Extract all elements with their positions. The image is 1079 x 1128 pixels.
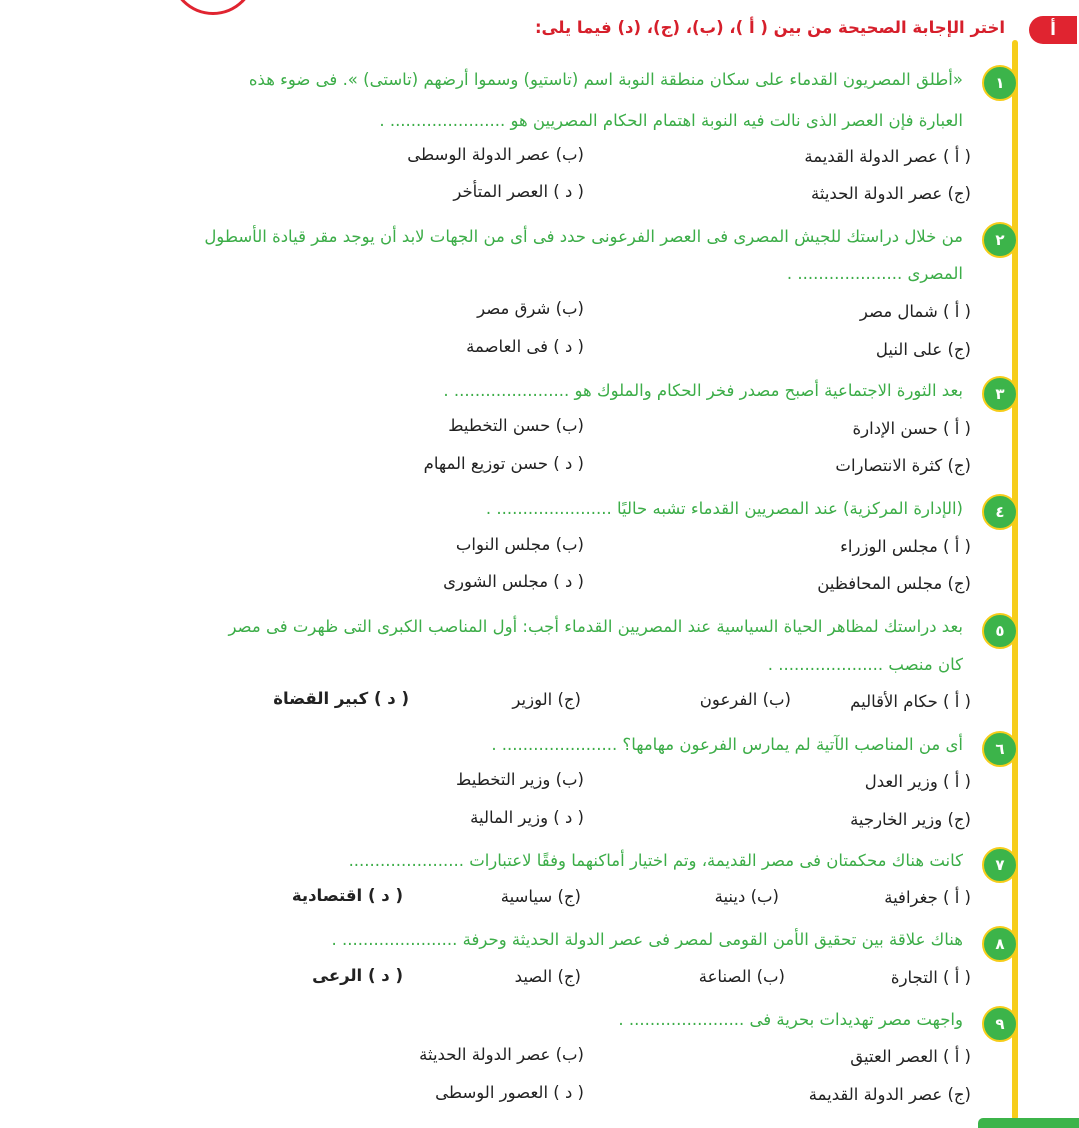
decorative-arc: [170, 0, 256, 15]
footer-bar: [978, 1118, 1079, 1128]
question-number-2: ٢: [982, 222, 1018, 258]
q1-option-b[interactable]: (ب) عصر الدولة الوسطى: [407, 145, 584, 164]
question-number-8: ٨: [982, 926, 1018, 962]
section-badge: أ: [1029, 16, 1077, 44]
question-5-line-2: كان منصب .................... .: [767, 655, 963, 674]
question-4-line-1: (الإدارة المركزية) عند المصريين القدماء تشبه حاليًا ...................... .: [485, 499, 963, 518]
q2-option-d[interactable]: ( د ) فى العاصمة: [466, 337, 584, 356]
question-3-line-1: بعد الثورة الاجتماعية أصبح مصدر فخر الحكام والملوك هو ...................... .: [443, 381, 963, 400]
question-2-line-1: من خلال دراستك للجيش المصرى فى العصر الفرعونى حدد فى أى من الجهات لابد أن يوجد مقر قيادة الأسطول: [204, 227, 963, 246]
q6-option-c[interactable]: (ج) وزير الخارجية: [850, 810, 971, 829]
q9-option-c[interactable]: (ج) عصر الدولة القديمة: [808, 1085, 971, 1104]
q7-option-b[interactable]: (ب) دينية: [714, 887, 779, 906]
q4-option-b[interactable]: (ب) مجلس النواب: [455, 535, 584, 554]
q2-option-c[interactable]: (ج) على النيل: [875, 340, 971, 359]
q7-option-d[interactable]: ( د ) اقتصادية: [291, 886, 403, 905]
q3-option-a[interactable]: ( أ ) حسن الإدارة: [852, 419, 971, 438]
section-instruction: اختر الإجابة الصحيحة من بين ( أ )، (ب)، (ج)، (د) فيما يلى:: [534, 18, 1005, 37]
q5-option-b[interactable]: (ب) الفرعون: [699, 690, 791, 709]
q1-option-a[interactable]: ( أ ) عصر الدولة القديمة: [804, 147, 971, 166]
q5-option-a[interactable]: ( أ ) حكام الأقاليم: [850, 692, 971, 711]
q2-option-a[interactable]: ( أ ) شمال مصر: [859, 302, 971, 321]
q1-option-c[interactable]: (ج) عصر الدولة الحديثة: [811, 184, 971, 203]
question-8-line-1: هناك علاقة بين تحقيق الأمن القومى لمصر فى عصر الدولة الحديثة وحرفة ...................... .: [331, 930, 963, 949]
q3-option-c[interactable]: (ج) كثرة الانتصارات: [835, 456, 971, 475]
question-1-line-2: العبارة فإن العصر الذى نالت فيه النوبة اهتمام الحكام المصريين هو ...................... .: [379, 111, 963, 130]
q6-option-b[interactable]: (ب) وزير التخطيط: [456, 770, 584, 789]
question-number-3: ٣: [982, 376, 1018, 412]
question-number-5: ٥: [982, 613, 1018, 649]
q8-option-d[interactable]: ( د ) الرعى: [312, 966, 403, 985]
q8-option-c[interactable]: (ج) الصيد: [514, 967, 581, 986]
question-number-6: ٦: [982, 731, 1018, 767]
q4-option-c[interactable]: (ج) مجلس المحافظين: [817, 574, 971, 593]
margin-line: [1012, 40, 1018, 1120]
q7-option-c[interactable]: (ج) سياسية: [500, 887, 581, 906]
q4-option-d[interactable]: ( د ) مجلس الشورى: [443, 572, 584, 591]
q9-option-b[interactable]: (ب) عصر الدولة الحديثة: [419, 1045, 584, 1064]
q4-option-a[interactable]: ( أ ) مجلس الوزراء: [840, 537, 971, 556]
q9-option-d[interactable]: ( د ) العصور الوسطى: [435, 1083, 584, 1102]
q6-option-d[interactable]: ( د ) وزير المالية: [470, 808, 584, 827]
q8-option-a[interactable]: ( أ ) التجارة: [890, 968, 971, 987]
question-5-line-1: بعد دراستك لمظاهر الحياة السياسية عند المصريين القدماء أجب: أول المناصب الكبرى التى ظهرت فى مصر: [228, 617, 963, 636]
question-9-line-1: واجهت مصر تهديدات بحرية فى ...................... .: [618, 1010, 963, 1029]
q5-option-d[interactable]: ( د ) كبير القضاة: [273, 689, 409, 708]
q9-option-a[interactable]: ( أ ) العصر العتيق: [850, 1047, 971, 1066]
question-7-line-1: كانت هناك محكمتان فى مصر القديمة، وتم اختيار أماكنهما وفقًا لاعتبارات ......................: [348, 851, 963, 870]
q6-option-a[interactable]: ( أ ) وزير العدل: [864, 772, 971, 791]
question-number-1: ١: [982, 65, 1018, 101]
question-number-9: ٩: [982, 1006, 1018, 1042]
section-header: [405, 16, 1056, 42]
q3-option-b[interactable]: (ب) حسن التخطيط: [448, 416, 584, 435]
question-6-line-1: أى من المناصب الآتية لم يمارس الفرعون مهامها؟ ...................... .: [491, 735, 963, 754]
q7-option-a[interactable]: ( أ ) جغرافية: [884, 888, 971, 907]
question-1-line-1: «أطلق المصريون القدماء على سكان منطقة النوبة اسم (تاستيو) وسموا أرضهم (تاستى) ». فى ضوء هذه: [248, 70, 963, 89]
q3-option-d[interactable]: ( د ) حسن توزيع المهام: [423, 454, 584, 473]
q8-option-b[interactable]: (ب) الصناعة: [698, 967, 785, 986]
q2-option-b[interactable]: (ب) شرق مصر: [477, 299, 584, 318]
question-2-line-2: المصرى .................... .: [786, 264, 963, 283]
q1-option-d[interactable]: ( د ) العصر المتأخر: [453, 182, 584, 201]
q5-option-c[interactable]: (ج) الوزير: [512, 690, 581, 709]
question-number-7: ٧: [982, 847, 1018, 883]
question-number-4: ٤: [982, 494, 1018, 530]
